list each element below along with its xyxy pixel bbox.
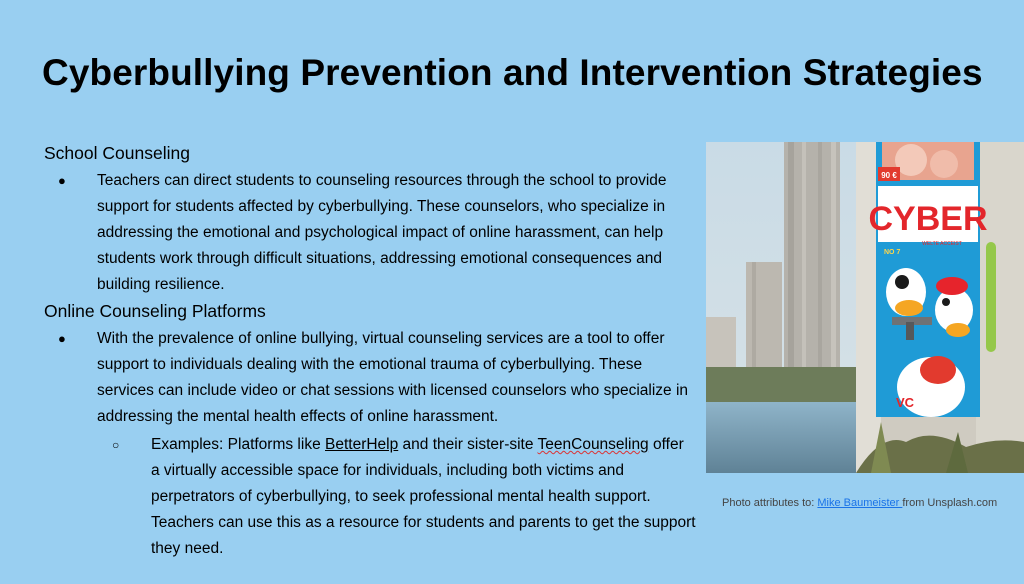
caption-suffix: from Unsplash.com [902, 497, 998, 509]
examples-text-mid: and their sister-site [398, 436, 538, 453]
teencounseling-link[interactable]: TeenCounseling [537, 436, 649, 453]
bullet-online-counseling [44, 326, 696, 430]
poster-sticker: VC [896, 395, 915, 410]
photo-caption [722, 497, 997, 509]
poster-title: CYBER [868, 200, 988, 238]
slide-title: Cyberbullying Prevention and Intervention Strategies [42, 52, 983, 93]
section-heading-school-counseling: School Counseling [44, 143, 190, 163]
bullet-text: Teachers can direct students to counseling resources through the school to provide support for students affected by cyberbullying. These counselors, who specialize in addressing the emotional and psychological impact of online harassment, can help students work through difficult situations, addressing emotional consequences and building resilience. [97, 172, 667, 293]
author-link[interactable]: Mike Baumeister [817, 497, 903, 509]
examples-text-pre: Examples: Platforms like [151, 436, 325, 453]
cyber-poster-photo [706, 142, 1024, 473]
poster-subtitle: WELTE ACCEIST [922, 241, 962, 247]
examples-text-post: offer a virtually accessible space for individuals, including both victims and perpetrators of cyberbullying, to seek professional mental health support. Teachers can use this as a resource for students and parents to get the support they need. [151, 436, 696, 557]
photo-illustration [706, 142, 1024, 473]
bullet-school-counseling [44, 168, 696, 298]
bullet-text: With the prevalence of online bullying, virtual counseling services are a tool to offer support to individuals dealing with the emotional trauma of cyberbullying. These services can include video or chat sessions with licensed counselors who specialize in addressing the mental health effects of online harassment. [97, 330, 689, 425]
caption-prefix: Photo attributes to: [722, 497, 818, 509]
poster-price: 90 € [881, 171, 897, 180]
poster-label: NO 7 [884, 249, 901, 256]
hollow-bullet-icon: ○ [112, 438, 120, 452]
bullet-dot-icon: ● [58, 173, 66, 188]
sub-bullet-examples [44, 432, 696, 562]
bullet-dot-icon: ● [58, 331, 66, 346]
betterhelp-link[interactable]: BetterHelp [325, 436, 399, 453]
section-heading-online-counseling: Online Counseling Platforms [44, 301, 266, 321]
slide-body [44, 142, 696, 562]
